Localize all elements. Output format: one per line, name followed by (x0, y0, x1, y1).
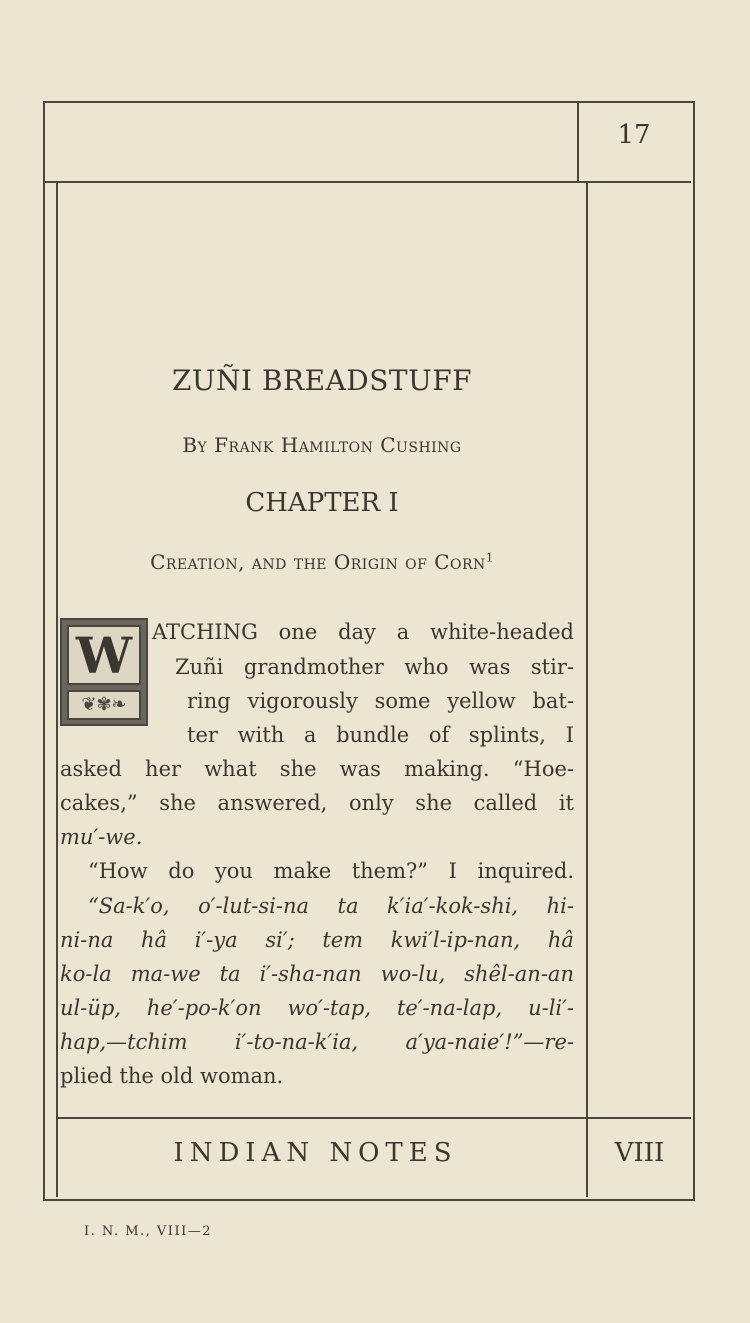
text-line: ring vigorously some yellow bat- (187, 689, 574, 713)
text-line: asked her what she was making. “Hoe- (60, 757, 574, 781)
text-line: ni-na hâ i′-ya si′; tem kwi′l-ip-nan, hâ (60, 928, 574, 952)
text-line: “How do you make them?” I inquired. (88, 859, 574, 883)
margin-divider-rule (586, 181, 588, 1197)
signature-mark: I. N. M., VIII—2 (84, 1224, 212, 1239)
header-rule (45, 181, 691, 183)
text-line: ATCHING one day a white-headed (152, 620, 574, 644)
chapter-subtitle-text: Creation, and the Origin of Corn (150, 550, 486, 574)
text-line: hap,—tchim i′-to-na-k′ia, a′ya-naie′!”—re- (60, 1030, 574, 1054)
text-line: ter with a bundle of splints, I (187, 723, 574, 747)
footnote-marker[interactable]: 1 (485, 550, 494, 565)
text-line: ko-la ma-we ta i′-sha-nan wo-lu, shêl-an-an (60, 962, 574, 986)
footer-rule (56, 1117, 691, 1119)
chapter-heading: CHAPTER I (245, 488, 399, 518)
chapter-subtitle (58, 550, 586, 574)
footer-volume: VIII (614, 1138, 665, 1168)
article-byline: By Frank Hamilton Cushing (182, 433, 462, 457)
text-line: mu′-we. (60, 825, 143, 849)
text-line: Zuñi grandmother who was stir- (175, 655, 574, 679)
text-line: “Sa-k′o, o′-lut-si-na ta k′ia′-kok-shi, hi- (88, 894, 574, 918)
text-line: plied the old woman. (60, 1064, 284, 1088)
footer-title: INDIAN NOTES (173, 1138, 458, 1168)
article-title: ZUÑI BREADSTUFF (171, 364, 473, 397)
text-line: ul-üp, he′-po-k′on wo′-tap, te′-na-lap, u-li′- (60, 996, 574, 1020)
ornament-icon: ❦✾❧ (67, 690, 141, 720)
drop-cap-letter: W (67, 625, 141, 685)
inner-left-rule (56, 181, 58, 1197)
page-number: 17 (617, 120, 651, 150)
text-line: cakes,” she answered, only she called it (60, 791, 574, 815)
drop-cap (60, 618, 148, 726)
